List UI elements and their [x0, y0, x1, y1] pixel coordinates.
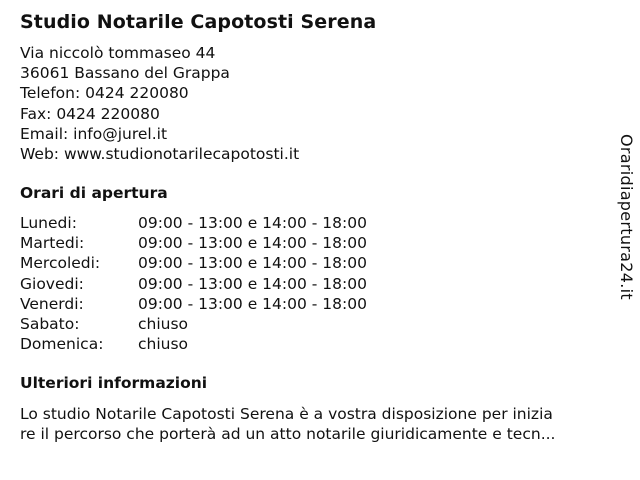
more-info-heading: Ulteriori informazioni — [20, 374, 208, 392]
description-line: re il percorso che porterà ad un atto notarile giuridicamente e tecn... — [20, 425, 556, 444]
day-label: Giovedi: — [20, 274, 84, 293]
description-text — [20, 404, 620, 444]
day-label: Venerdi: — [20, 294, 84, 313]
day-label: Martedi: — [20, 234, 85, 253]
day-label: Mercoledi: — [20, 254, 101, 273]
business-name: Studio Notarile Capotosti Serena — [20, 11, 377, 33]
email-address: Email: info@jurel.it — [20, 124, 168, 143]
time-value: chiuso — [138, 335, 189, 354]
day-label: Domenica: — [20, 335, 104, 354]
day-label: Sabato: — [20, 314, 80, 333]
fax-number: Fax: 0424 220080 — [20, 104, 160, 123]
time-value: 09:00 - 13:00 e 14:00 - 18:00 — [138, 214, 367, 232]
website: Web: www.studionotarilecapotosti.it — [20, 144, 300, 163]
description-line: Lo studio Notarile Capotosti Serena è a vostra disposizione per inizia — [20, 405, 553, 423]
opening-hours-heading: Orari di apertura — [20, 184, 168, 202]
address-street: Via niccolò tommaseo 44 — [20, 44, 216, 62]
site-watermark: Oraridiapertura24.it — [617, 134, 636, 300]
phone-number: Telefon: 0424 220080 — [20, 84, 189, 103]
day-label: Lunedi: — [20, 214, 77, 232]
time-value: 09:00 - 13:00 e 14:00 - 18:00 — [138, 234, 367, 253]
contact-block — [20, 43, 299, 164]
address-city: 36061 Bassano del Grappa — [20, 64, 230, 83]
time-value: 09:00 - 13:00 e 14:00 - 18:00 — [138, 294, 367, 313]
time-value: 09:00 - 13:00 e 14:00 - 18:00 — [138, 254, 367, 273]
time-value: chiuso — [138, 314, 189, 333]
time-value: 09:00 - 13:00 e 14:00 - 18:00 — [138, 274, 367, 293]
